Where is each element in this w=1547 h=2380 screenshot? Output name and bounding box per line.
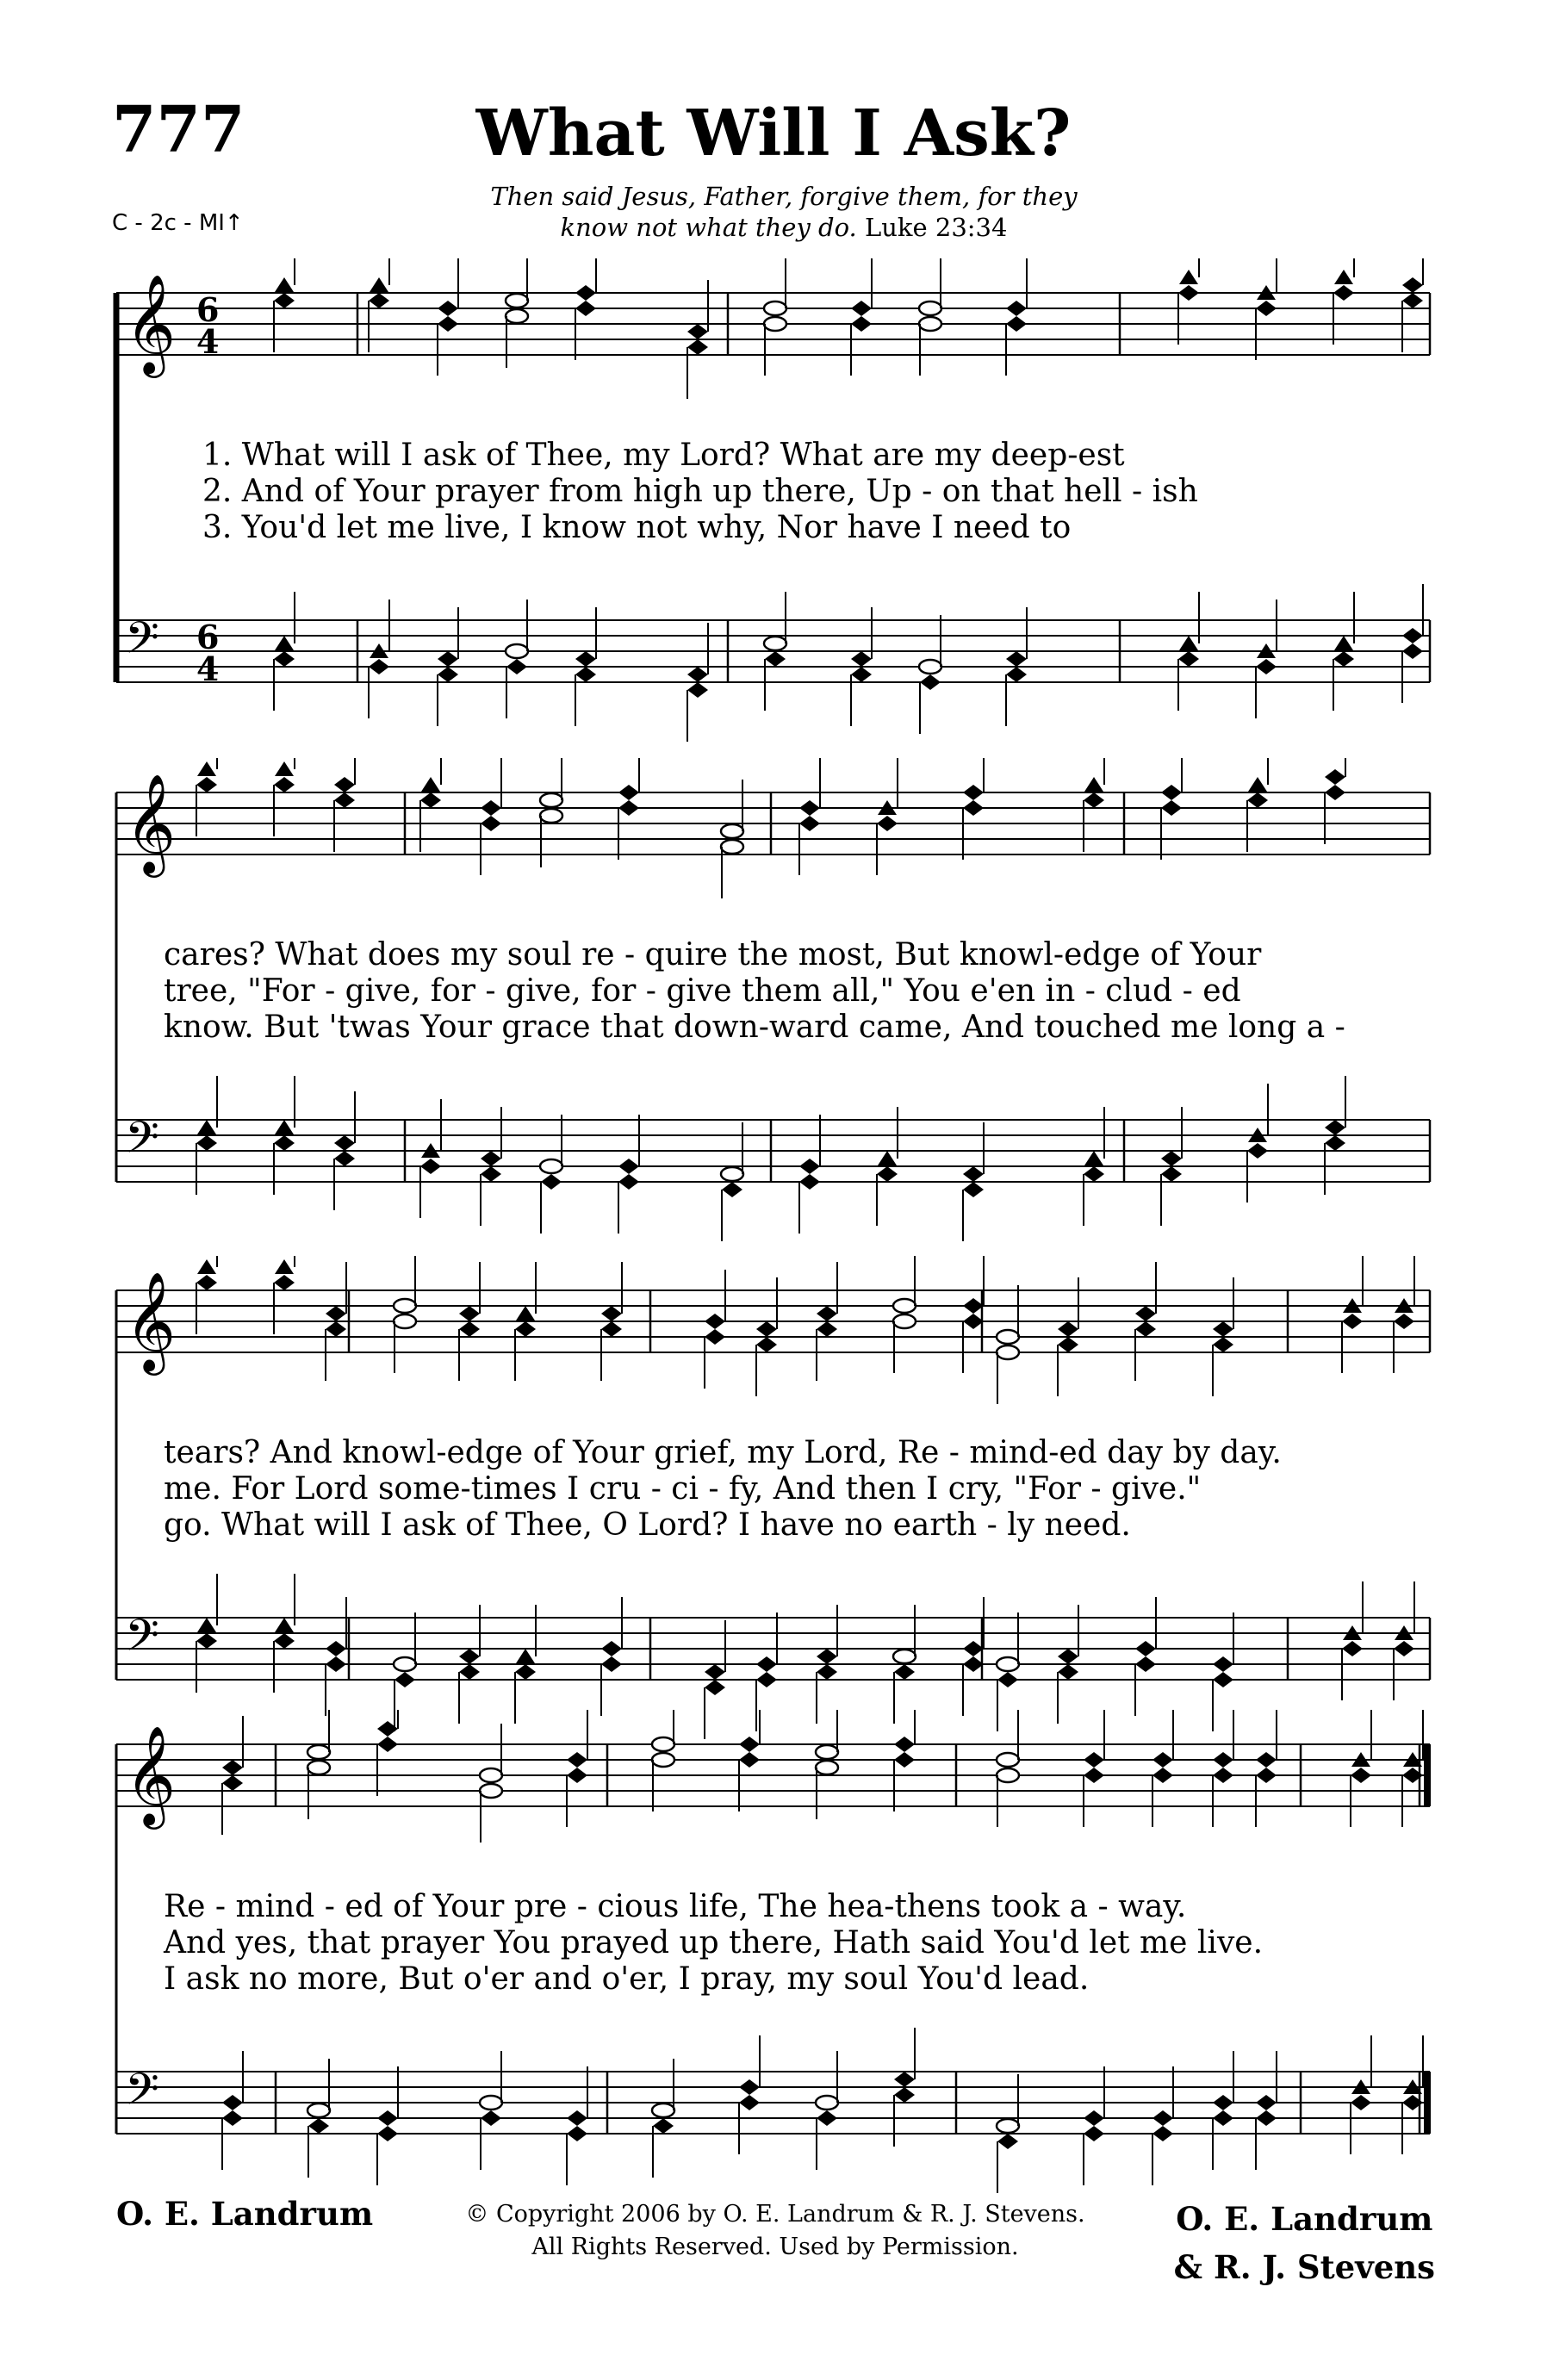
tenor-note: [1058, 1649, 1078, 1664]
tenor-note: [1179, 636, 1198, 650]
tenor-note: [394, 1657, 416, 1671]
soprano-note: [377, 1721, 398, 1737]
tenor-note: [1325, 1120, 1345, 1135]
soprano-note: [1213, 1321, 1233, 1337]
soprano-note: [817, 1306, 837, 1321]
bass-note: [739, 2095, 760, 2110]
bass-note: [687, 682, 708, 698]
alto-note: [377, 1737, 398, 1752]
bass-note: [1256, 2110, 1277, 2126]
bass-note: [920, 674, 941, 690]
bass-note: [567, 2126, 587, 2141]
alto-note: [601, 1321, 622, 1337]
alto-note: [394, 1314, 416, 1328]
bass-note: [1213, 1672, 1233, 1687]
soprano-note: [1334, 270, 1353, 284]
tenor-note: [1402, 628, 1423, 643]
soprano-note: [1161, 785, 1182, 800]
bass-note: [515, 1664, 536, 1680]
bass-note: [894, 2087, 915, 2103]
soprano-note: [851, 301, 872, 316]
bass-note: [1058, 1664, 1078, 1680]
tenor-note: [1334, 636, 1353, 650]
copyright-line-1: © Copyright 2006 by O. E. Landrum & R. J. Stevens.: [465, 2201, 1085, 2228]
bass-note: [1247, 1143, 1268, 1159]
alto-note: [326, 1321, 346, 1337]
soprano-note: [799, 800, 820, 816]
alto-note: [894, 1752, 915, 1768]
alto-note: [1058, 1337, 1078, 1352]
soprano-note: [438, 301, 458, 316]
bass-note: [756, 1672, 777, 1687]
soprano-note: [1006, 301, 1027, 316]
verse-1-lyrics: cares? What does my soul re - quire the most, But knowl-edge of Your: [164, 937, 1262, 973]
bass-note: [222, 2110, 243, 2126]
soprano-note: [756, 1321, 777, 1337]
music-system-4: [0, 1710, 1547, 2261]
soprano-note: [540, 793, 562, 807]
alto-note: [1351, 1768, 1371, 1783]
bass-time-signature-numerator: 6: [196, 618, 220, 656]
alto-note: [1084, 792, 1104, 808]
bass-clef-icon: 𝄢: [125, 2063, 159, 2126]
tenor-note: [334, 1135, 355, 1151]
tenor-note: [817, 1649, 837, 1664]
tenor-note: [1084, 1151, 1103, 1165]
alto-note: [308, 1761, 330, 1774]
alto-note: [652, 1753, 674, 1767]
tenor-note: [1152, 2110, 1173, 2126]
alto-note: [1256, 301, 1277, 316]
bass-note: [1084, 1166, 1104, 1182]
soprano-note: [1058, 1321, 1078, 1337]
soprano-note: [963, 785, 984, 800]
soprano-note: [764, 301, 786, 315]
soprano-note: [370, 277, 388, 292]
verse-2-lyrics: 2. And of Your prayer from high up there, Up - on that hell - ish: [202, 474, 1198, 509]
bass-note: [963, 1182, 984, 1197]
tenor-note: [377, 2110, 398, 2126]
bass-note: [369, 659, 389, 674]
music-system-2: [0, 758, 1547, 1309]
tenor-note: [721, 1167, 743, 1181]
treble-time-signature-numerator: 6: [196, 290, 220, 329]
soprano-note: [334, 777, 355, 792]
tenor-note: [652, 2103, 674, 2117]
alto-note: [515, 1321, 536, 1337]
alto-note: [274, 1275, 295, 1290]
soprano-note: [1402, 277, 1423, 293]
bass-note: [334, 1151, 355, 1166]
tenor-note: [963, 1641, 984, 1656]
soprano-note: [721, 824, 743, 838]
bass-note: [877, 1166, 898, 1182]
tenor-note: [1213, 1656, 1233, 1672]
soprano-note: [1248, 777, 1267, 792]
verse-3-lyrics: know. But 'twas Your grace that down-ward came, And touched me long a -: [164, 1010, 1345, 1045]
soprano-note: [567, 1752, 587, 1768]
tenor-note: [851, 651, 872, 667]
tenor-note: [575, 651, 596, 667]
tenor-note: [963, 1166, 984, 1182]
soprano-note: [275, 1259, 294, 1274]
alto-note: [1006, 316, 1027, 332]
soprano-note: [308, 1745, 330, 1759]
soprano-note: [197, 761, 216, 776]
tenor-note: [816, 2096, 838, 2110]
treble-staff: [116, 792, 1430, 854]
soprano-note: [480, 1768, 502, 1782]
tenor-note: [197, 1120, 216, 1134]
tenor-note: [275, 1618, 294, 1632]
alto-note: [963, 1314, 984, 1329]
bass-note: [817, 2110, 837, 2126]
alto-note: [877, 816, 898, 831]
soprano-note: [222, 1760, 243, 1775]
bass-note: [799, 1174, 820, 1190]
alto-note: [575, 301, 596, 316]
tenor-note: [1256, 2095, 1277, 2110]
alto-note: [506, 309, 528, 323]
treble-time-signature-denominator: 4: [196, 322, 220, 361]
bass-note: [1135, 1656, 1156, 1672]
alto-note: [799, 816, 820, 831]
tenor-note: [506, 644, 528, 658]
treble-clef-icon: 𝄞: [125, 1724, 177, 1825]
alto-note: [1325, 785, 1345, 800]
bass-note: [618, 1174, 639, 1190]
tenor-note: [764, 637, 786, 650]
soprano-note: [197, 1259, 216, 1274]
music-credit-line-2: & R. J. Stevens: [1173, 2248, 1435, 2286]
scripture-epigraph: [482, 181, 1085, 243]
soprano-note: [326, 1306, 346, 1321]
tenor-note: [893, 1650, 916, 1663]
bass-note: [326, 1656, 346, 1672]
bass-note: [722, 1182, 742, 1197]
alto-note: [480, 1784, 502, 1798]
treble-clef-icon: 𝄞: [125, 1271, 177, 1371]
verse-1-lyrics: tears? And knowl-edge of Your grief, my Lord, Re - mind-ed day by day.: [164, 1435, 1282, 1470]
hymn-number: 777: [112, 93, 245, 167]
alto-note: [420, 792, 441, 808]
bass-note: [274, 1135, 295, 1151]
bass-clef-icon: 𝄢: [125, 612, 159, 674]
soprano-note: [894, 1737, 915, 1752]
soprano-note: [997, 1753, 1019, 1767]
soprano-note: [1256, 1752, 1277, 1768]
alto-note: [438, 316, 458, 332]
epigraph-reference: Luke 23:34: [865, 213, 1008, 242]
treble-clef-icon: 𝄞: [125, 773, 177, 873]
alto-note: [567, 1768, 587, 1783]
bass-note: [1256, 659, 1277, 674]
tune-info: C - 2c - MI↑: [112, 210, 244, 236]
bass-note: [765, 651, 786, 667]
alto-note: [334, 792, 355, 808]
verse-2-lyrics: And yes, that prayer You prayed up there, Hath said You'd let me live.: [164, 1925, 1264, 1961]
tenor-note: [516, 1649, 535, 1663]
tenor-note: [878, 1151, 897, 1165]
hymn-title: What Will I Ask?: [475, 96, 1072, 171]
verse-2-lyrics: tree, "For - give, for - give, for - give them all," You e'en in - clud - ed: [164, 973, 1241, 1009]
alto-note: [618, 800, 639, 816]
bass-note: [1152, 2126, 1173, 2141]
tenor-note: [1213, 2095, 1233, 2110]
alto-note: [705, 1329, 725, 1345]
bass-note: [481, 1166, 501, 1182]
tenor-note: [1135, 1641, 1156, 1656]
alto-note: [1394, 1314, 1414, 1329]
alto-note: [196, 1275, 217, 1290]
bass-note: [575, 667, 596, 682]
alto-note: [1213, 1337, 1233, 1352]
bass-note: [1084, 2126, 1104, 2141]
alto-note: [816, 1761, 838, 1774]
alto-note: [196, 777, 217, 792]
alto-note: [1084, 1768, 1104, 1783]
bass-clef-icon: 𝄢: [125, 1111, 159, 1174]
verse-3-lyrics: go. What will I ask of Thee, O Lord? I have no earth - ly need.: [164, 1507, 1131, 1543]
alto-note: [1213, 1768, 1233, 1783]
alto-note: [721, 840, 743, 854]
tenor-note: [894, 2072, 915, 2087]
soprano-note: [1179, 270, 1198, 284]
tenor-note: [222, 2095, 243, 2110]
alto-note: [274, 777, 295, 792]
verse-2-lyrics: me. For Lord some-times I cru - ci - fy, And then I cry, "For - give.": [164, 1471, 1202, 1507]
verse-3-lyrics: I ask no more, But o'er and o'er, I pray, my soul You'd lead.: [164, 1961, 1090, 1997]
bass-note: [601, 1656, 622, 1672]
bass-note: [1333, 651, 1354, 667]
alto-note: [1402, 293, 1423, 308]
alto-note: [459, 1321, 480, 1337]
soprano-note: [816, 1745, 838, 1759]
bass-note: [506, 659, 527, 674]
bass-note: [997, 1672, 1018, 1687]
soprano-note: [601, 1306, 622, 1321]
soprano-note: [275, 761, 294, 776]
alto-note: [1178, 285, 1199, 301]
alto-note: [893, 1314, 916, 1328]
tenor-note: [1006, 651, 1027, 667]
alto-note: [481, 816, 501, 831]
alto-note: [919, 317, 941, 331]
alto-note: [851, 316, 872, 332]
music-credit-line-1: O. E. Landrum: [1176, 2200, 1433, 2238]
tenor-note: [687, 667, 708, 682]
tenor-note: [739, 2079, 760, 2095]
bass-note: [1006, 667, 1027, 682]
bass-note: [541, 1174, 562, 1190]
soprano-note: [618, 785, 639, 800]
bass-note: [817, 1664, 837, 1680]
alto-note: [1256, 1768, 1277, 1783]
tenor-note: [919, 660, 941, 674]
alto-note: [1161, 800, 1182, 816]
bass-note: [1178, 651, 1199, 667]
alto-note: [1333, 285, 1354, 301]
bass-note: [481, 2110, 501, 2126]
tenor-note: [601, 1641, 622, 1656]
music-system-1: [0, 258, 1547, 810]
soprano-note: [575, 285, 596, 301]
soprano-note: [1325, 769, 1345, 785]
tenor-note: [540, 1159, 562, 1173]
words-credit: O. E. Landrum: [116, 2195, 374, 2233]
tenor-note: [480, 2096, 502, 2110]
bass-note: [196, 1135, 217, 1151]
bass-note: [894, 1664, 915, 1680]
tenor-note: [275, 1120, 294, 1134]
tenor-note: [997, 2119, 1019, 2133]
bass-note: [997, 2134, 1018, 2149]
soprano-note: [652, 1737, 674, 1751]
soprano-note: [481, 800, 501, 816]
bass-note: [851, 667, 872, 682]
soprano-note: [1135, 1306, 1156, 1321]
bass-note: [395, 1672, 415, 1687]
alto-note: [1152, 1768, 1173, 1783]
alto-note: [274, 293, 295, 308]
alto-note: [540, 809, 562, 823]
alto-note: [687, 339, 708, 355]
bass-note: [705, 1680, 725, 1695]
bass-note: [377, 2126, 398, 2141]
alto-note: [817, 1321, 837, 1337]
tenor-note: [275, 636, 294, 650]
bass-note: [420, 1159, 441, 1174]
tenor-note: [618, 1159, 639, 1174]
alto-note: [739, 1752, 760, 1768]
tenor-note: [997, 1657, 1019, 1671]
bass-note: [274, 1633, 295, 1649]
tenor-note: [197, 1618, 216, 1632]
bass-note: [459, 1664, 480, 1680]
bass-note: [1161, 1166, 1182, 1182]
bass-note: [1351, 2095, 1371, 2110]
alto-note: [963, 800, 984, 816]
bass-note: [1394, 1641, 1414, 1656]
bass-note: [653, 2118, 674, 2134]
verse-3-lyrics: 3. You'd let me live, I know not why, Nor have I need to: [202, 510, 1072, 545]
soprano-note: [997, 1330, 1019, 1344]
epigraph-line-2: know not what they do.: [560, 213, 857, 242]
soprano-note: [394, 1299, 416, 1313]
alto-note: [222, 1775, 243, 1791]
soprano-note: [705, 1314, 725, 1329]
treble-clef-icon: 𝄞: [125, 273, 177, 374]
alto-note: [764, 317, 786, 331]
bass-note: [1325, 1135, 1345, 1151]
soprano-note: [893, 1299, 916, 1313]
alto-note: [756, 1337, 777, 1352]
bass-time-signature-denominator: 4: [196, 649, 220, 688]
soprano-note: [516, 1306, 535, 1320]
alto-note: [1135, 1321, 1156, 1337]
soprano-note: [1084, 1752, 1104, 1768]
tenor-note: [567, 2110, 587, 2126]
alto-note: [369, 293, 389, 308]
copyright-line-2: All Rights Reserved. Used by Permission.: [531, 2234, 1019, 2260]
music-credit: [1174, 2195, 1435, 2291]
epigraph-line-1: Then said Jesus, Father, forgive them, for they: [490, 182, 1078, 211]
tenor-note: [326, 1641, 346, 1656]
tenor-note: [481, 1151, 501, 1166]
verse-1-lyrics: 1. What will I ask of Thee, my Lord? What are my deep-est: [202, 438, 1125, 473]
soprano-note: [1213, 1752, 1233, 1768]
copyright-notice: [431, 2198, 1120, 2264]
bass-note: [308, 2118, 329, 2134]
soprano-note: [1152, 1752, 1173, 1768]
soprano-note: [919, 301, 941, 315]
tenor-note: [438, 651, 458, 667]
soprano-note: [739, 1737, 760, 1752]
alto-note: [997, 1768, 1019, 1782]
soprano-note: [506, 294, 528, 308]
soprano-note: [1084, 777, 1103, 792]
bass-note: [1342, 1641, 1363, 1656]
bass-note: [1402, 643, 1423, 659]
bass-note: [438, 667, 458, 682]
bass-note: [196, 1633, 217, 1649]
tenor-note: [459, 1649, 480, 1664]
soprano-note: [421, 777, 440, 792]
tenor-note: [308, 2103, 330, 2117]
soprano-note: [963, 1298, 984, 1314]
bass-note: [274, 651, 295, 667]
alto-note: [997, 1345, 1019, 1359]
soprano-note: [459, 1306, 480, 1321]
bass-note: [1213, 2110, 1233, 2126]
bass-note: [963, 1656, 984, 1672]
tenor-note: [705, 1664, 725, 1680]
tenor-note: [756, 1656, 777, 1672]
bass-clef-icon: 𝄢: [125, 1609, 159, 1672]
tenor-note: [799, 1159, 820, 1174]
tenor-note: [1084, 2110, 1104, 2126]
soprano-note: [275, 277, 294, 292]
verse-1-lyrics: Re - mind - ed of Your pre - cious life, The hea-thens took a - way.: [164, 1889, 1187, 1924]
bass-staff: [116, 1120, 1430, 1182]
tenor-note: [1161, 1151, 1182, 1166]
soprano-note: [687, 324, 708, 339]
alto-note: [1342, 1314, 1363, 1329]
alto-note: [1247, 792, 1268, 808]
